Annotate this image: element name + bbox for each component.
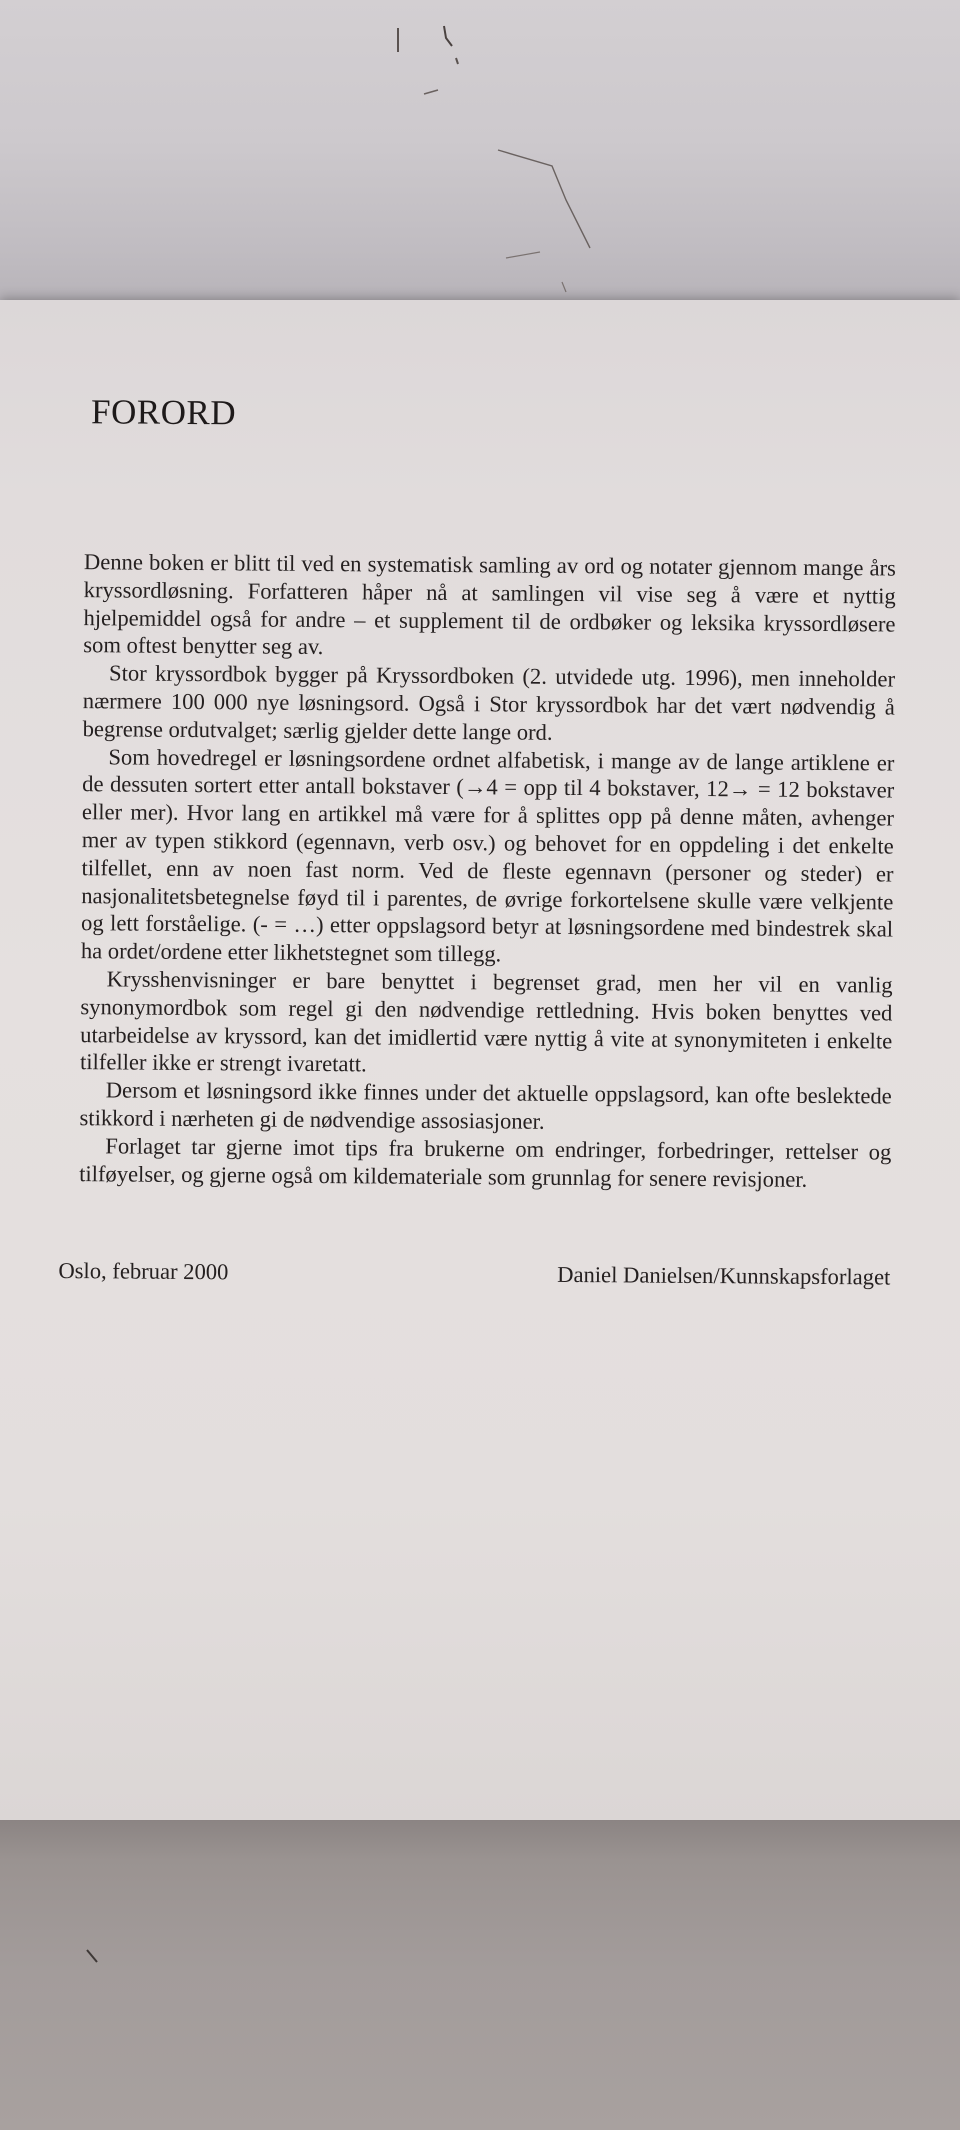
paragraph: Stor kryssordbok bygger på Kryssordboken (2. utvidede utg. 1996), men inneholder nærmere 100 000 nye løsningsord. Også i Stor kryssordbok har det vært nødvendig å begrense ordutvalget; særlig gjelder dette lange ord. bbox=[82, 660, 896, 745]
paragraph: Krysshenvisninger er bare benyttet i begrenset grad, men her vil en vanlig synonymordbok som regel gi den nødvendige rettledning. Hvis boken benyttes ved utarbeidelse av kryssord, kan det imidlertid være nyttig å vite at synonymiteten i enkelte tilfeller ikke er strengt ivaretatt. bbox=[79, 966, 893, 1077]
paragraph: Dersom et løsningsord ikke finnes under det aktuelle oppslagsord, kan ofte beslektede stikkord i nærheten gi de nødvendige assosiasjoner. bbox=[79, 1077, 892, 1134]
pen-marks bbox=[0, 0, 960, 322]
author-signature: Daniel Danielsen/Kunnskapsforlaget bbox=[557, 1261, 891, 1290]
preface-body bbox=[79, 548, 896, 1194]
document-page bbox=[0, 300, 960, 1822]
page-title: FORORD bbox=[90, 392, 237, 433]
background-surface bbox=[0, 1820, 960, 2130]
surface-mark bbox=[85, 1948, 105, 1968]
paragraph: Forlaget tar gjerne imot tips fra brukerne om endringer, forbedringer, rettelser og tilføyelser, og gjerne også om kildemateriale som grunnlag for senere revisjoner. bbox=[79, 1133, 892, 1192]
place-date: Oslo, februar 2000 bbox=[58, 1257, 229, 1285]
page-content bbox=[58, 300, 900, 1290]
paragraph: Som hovedregel er løsningsordene ordnet alfabetisk, i mange av de lange artiklene er de dessuten sortert etter antall bokstaver (→4 = opp til 4 bokstaver, 12→ = 12 bokstaver eller mer). Hvor lang en artikkel må være for å splittes opp på denne måten, avhenger mer av typen stikkord (egennavn, verb osv.) og behovet for en oppdeling i det enkelte tilfellet, enn av noen fast norm. Ved de fleste egennavn (personer og steder) er nasjonalitetsbetegnelse føyd til i parentes, de øvrige forkortelsene skulle være velkjente og lett forståelige. (- = …) etter oppslagsord betyr at løsningsordene med bindestrek skal ha ordet/ordene etter likhetstegnet som tillegg. bbox=[80, 743, 895, 967]
signature-row bbox=[58, 1258, 890, 1291]
paragraph: Denne boken er blitt til ved en systematisk samling av ord og notater gjennom mange års kryssordløsning. Forfatteren håper nå at samlingen vil vise seg å være et nyttig hjelpemiddel også for andre – et supplement til de ordbøker og leksika kryssordløsere som oftest benytter seg av. bbox=[83, 549, 897, 660]
